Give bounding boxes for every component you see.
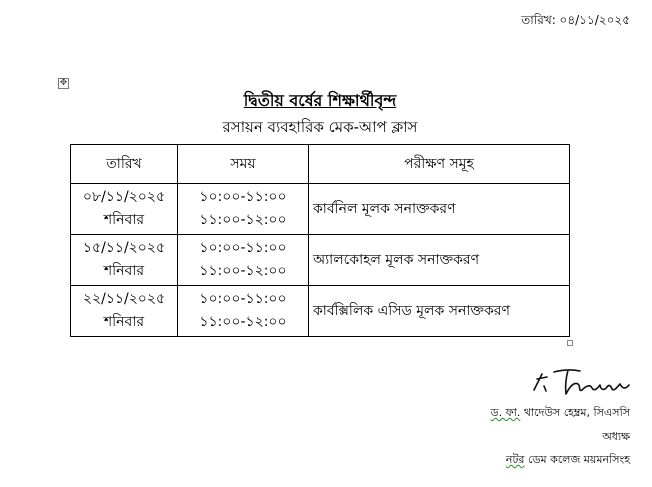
row-experiment: কার্বনিল মূলক সনাক্তকরণ bbox=[309, 184, 570, 235]
row-time-slot-2: ১১:০০-১২:০০ bbox=[199, 263, 287, 279]
row-day: শনিবার bbox=[103, 212, 145, 228]
class-title: রসায়ন ব্যবহারিক মেক-আপ ক্লাস bbox=[222, 118, 418, 136]
table-row bbox=[71, 184, 570, 235]
schedule-table bbox=[70, 144, 570, 337]
row-date-cell bbox=[71, 235, 178, 286]
row-date-cell bbox=[71, 184, 178, 235]
table-resize-handle-icon[interactable] bbox=[567, 340, 573, 346]
row-time-cell bbox=[178, 235, 309, 286]
college-name bbox=[506, 451, 630, 470]
row-experiment: অ্যালকোহল মূলক সনাক্তকরণ bbox=[309, 235, 570, 286]
signatory-title: অধ্যক্ষ bbox=[602, 430, 630, 443]
row-time-slot-1: ১০:০০-১১:০০ bbox=[199, 291, 287, 307]
handwritten-signature bbox=[528, 364, 638, 398]
table-row bbox=[71, 286, 570, 337]
row-day: শনিবার bbox=[103, 314, 145, 330]
row-date: ২২/১১/২০২৫ bbox=[82, 291, 166, 307]
header-date: তারিখ bbox=[71, 145, 178, 184]
name-prefix: ড. ফা. bbox=[490, 406, 521, 419]
college-first-word: নটর bbox=[505, 453, 525, 466]
audience-heading: দ্বিতীয় বর্ষের শিক্ষার্থীবৃন্দ bbox=[243, 91, 397, 110]
table-header-row bbox=[71, 145, 570, 184]
row-day: শনিবার bbox=[103, 263, 145, 279]
signatory-name bbox=[491, 404, 630, 423]
row-date: ১৫/১১/২০২৫ bbox=[82, 240, 166, 256]
move-anchor-icon[interactable]: ✥ bbox=[59, 78, 68, 88]
college-rest: ডেম কলেজ ময়মনসিংহ bbox=[524, 453, 630, 466]
row-time-cell bbox=[178, 286, 309, 337]
header-experiments: পরীক্ষণ সমূহ bbox=[309, 145, 570, 184]
row-time-slot-1: ১০:০০-১১:০০ bbox=[199, 240, 287, 256]
header-time: সময় bbox=[178, 145, 309, 184]
document-date: তারিখ: ০৪/১১/২০২৫ bbox=[521, 13, 630, 27]
row-experiment: কার্বক্সিলিক এসিড মূলক সনাক্তকরণ bbox=[309, 286, 570, 337]
row-date: ০৮/১১/২০২৫ bbox=[82, 189, 166, 205]
row-time-slot-2: ১১:০০-১২:০০ bbox=[199, 212, 287, 228]
row-time-slot-1: ১০:০০-১১:০০ bbox=[199, 189, 287, 205]
table-row bbox=[71, 235, 570, 286]
name-rest: থাদেউস হেম্ব্রম, সিএসসি bbox=[520, 406, 630, 419]
row-date-cell bbox=[71, 286, 178, 337]
row-time-slot-2: ১১:০০-১২:০০ bbox=[199, 314, 287, 330]
row-time-cell bbox=[178, 184, 309, 235]
